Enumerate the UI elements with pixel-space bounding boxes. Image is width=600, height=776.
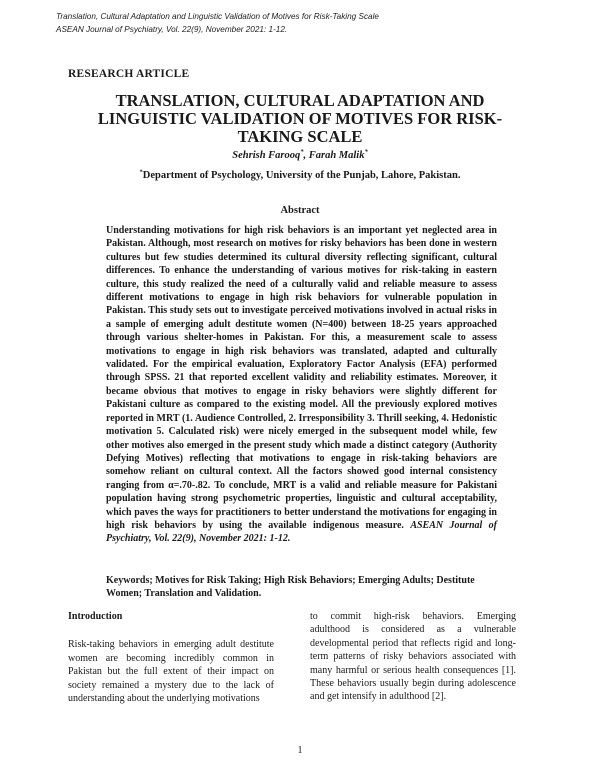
author-mark: * (300, 148, 304, 156)
column-right (310, 610, 516, 704)
author-name: Sehrish Farooq (232, 150, 301, 161)
affiliation-text: Department of Psychology, University of the Punjab, Lahore, Pakistan. (142, 170, 461, 181)
abstract-citation: ASEAN Journal of Psychiatry, Vol. 22(9), November 2021: 1-12. (106, 519, 498, 545)
introduction-paragraph-continued: to commit high-risk behaviors. Emerging adulthood is considered as a vulnerable developmental period that reflects rigid and long-term patterns of risky behaviors associated with many harmful or serious health consequences [1]. These behaviors usually begin during adolescence and get intensify in adulthood [2]. (310, 611, 516, 703)
introduction-heading: Introduction (68, 611, 123, 622)
running-header (56, 10, 379, 36)
abstract-text: Understanding motivations for high risk behaviors is an important yet neglected area in Pakistan. Although, most research on motives for risky behaviors has been done in western cultures but few studies determined its cultural diversity reflecting significant, cultural differences. To enhance the understanding of various motives for risk-taking in eastern culture, this study realized the need of a culturally valid and reliable measure to assess different motivations to engage in high risk behaviors for vulnerable population in Pakistan. This study sets out to investigate perceived motivations involved in actual risks in a sample of emerging adult destitute women (N=400) between 18-25 years approached through various shelter-homes in Pakistan. For this, a measurement scale to assess motivations to engage in high risk behaviors was translated, adapted and culturally validated. For the empirical evaluation, Exploratory Factor Analysis (EFA) performed through SPSS. 21 that reported excellent validity and reliability estimates. Moreover, it became obvious that motives to engage in risky behaviors were slightly different for Pakistani culture as compared to the existing model. All the previously explored motives reported in MRT (1. Audience Controlled, 2. Irresponsibility 3. Thrill seeking, 4. Hedonistic motivation 5. Calculated risk) were nicely emerged in the subsequent model while, few other motives also emerged in the present study which made a distinct category (Authority Defying Motives) reflecting that motivations to engage in risk-taking behaviors are somehow reliant on cultural context. All the factors showed good internal consistency ranging from α=.70-.82. To conclude, MRT is a valid and reliable measure for Pakistani population having strong psychometric properties, linguistic and cultural acceptability, which paves the ways for practitioners to better understand the motivations for engaging in high risk behaviors by using the available indigenous measure. (106, 225, 497, 531)
abstract-heading: Abstract (280, 205, 320, 216)
running-header-journal: ASEAN Journal of Psychiatry, Vol. 22(9), November 2021: 1-12. (56, 25, 288, 34)
affiliation (0, 170, 600, 181)
column-left (68, 610, 274, 705)
running-header-title: Translation, Cultural Adaptation and Linguistic Validation of Motives for Risk-Taking Scale (56, 12, 379, 21)
author-mark: * (364, 148, 368, 156)
keywords: Keywords; Motives for Risk Taking; High Risk Behaviors; Emerging Adults; Destitute Women; Translation and Validation. (106, 575, 475, 600)
author-name: Farah Malik (308, 150, 365, 161)
page-number: 1 (297, 745, 303, 756)
paper-title: TRANSLATION, CULTURAL ADAPTATION AND LINGUISTIC VALIDATION OF MOTIVES FOR RISK-TAKING SCALE (97, 91, 503, 146)
affiliation-mark: * (139, 168, 143, 176)
author-separator: , (303, 150, 309, 161)
introduction-paragraph: Risk-taking behaviors in emerging adult destitute women are becoming incredibly common in Pakistan but the full extent of their impact on society remained a mystery due to the lack of understanding about the underlying motivations (68, 639, 274, 705)
author-list (0, 150, 600, 161)
article-type-label: RESEARCH ARTICLE (68, 68, 190, 80)
abstract-body (106, 224, 497, 546)
